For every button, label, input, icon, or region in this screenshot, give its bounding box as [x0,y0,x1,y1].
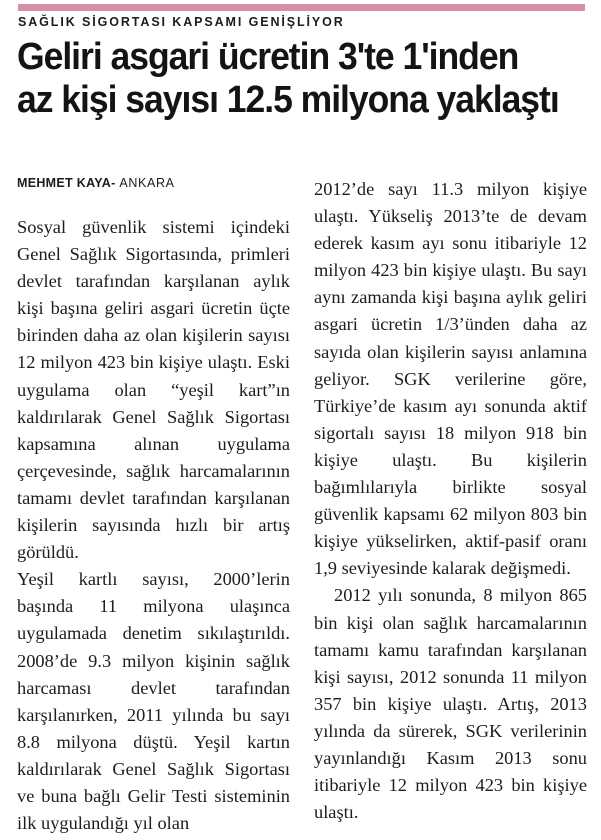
paragraph: Yeşil kartlı sayısı, 2000’lerin başında 11 milyona ulaşınca uygulamada denetim sıkılaştırıldı. 2008’de 9.3 milyon kişinin sağlık harcaması devlet tarafından karşılanırken, 2011 yılında bu sayı 8.8 milyona düştü. Yeşil kartın kaldırılarak Genel Sağlık Sigortası ve buna bağlı Gelir Testi sisteminin ilk uygulandığı yıl olan [17,569,290,834]
paragraph: 2012’de sayı 11.3 milyon kişiye ulaştı. Yükseliş 2013’te de devam ederek kasım ayı sonu itibariyle 12 milyon 423 bin kişiye ulaştı. Bu sayı aynı zamanda kişi başına aylık geliri asgari ücretin 1/3’ünden daha az sayıda olan kişilerin sayısı anlamına geliyor. SGK verilerine göre, Türkiye’de kasım ayı sonunda aktif sigortalı sayısı 18 milyon 918 bin kişiye ulaştı. Bu kişilerin bağımlılarıyla birlikte sosyal güvenlik kapsamı 62 milyon 803 bin kişiye yükselirken, aktif-pasif oranı 1,9 seviyesinde kalarak değişmedi. [314,179,587,579]
byline [17,176,290,190]
article-body-columns [17,176,587,840]
column-left [17,176,290,840]
column-right [314,176,587,840]
byline-city: ANKARA [119,176,175,190]
article-headline [17,36,559,122]
byline-author: MEHMET KAYA [17,176,112,190]
paragraph: 2012 yılı sonunda, 8 milyon 865 bin kişi olan sağlık harcamalarının tamamı kamu tarafından karşılanan kişi sayısı, 2012 sonunda 11 milyon 357 bin kişiye ulaştı. Artış, 2013 yılında da sürerek, SGK verilerinin yayınlandığı Kasım 2013 sonu itibariyle 12 milyon 423 bin kişiye ulaştı. [314,585,587,823]
paragraph: Sosyal güvenlik sistemi içindeki Genel Sağlık Sigortasında, primleri devlet tarafından karşılanan aylık kişi başına geliri asgari ücretin üçte birinden daha az olan kişilerin sayısı 12 milyon 423 bin kişiye ulaştı. Eski uygulama olan “yeşil kart”ın kaldırılarak Genel Sağlık Sigortası kapsamına alınan uygulama çerçevesinde, sağlık harcamalarının tamamı devlet tarafından karşılanan kişilerin sayısında hızlı bir artış görüldü. [17,217,290,563]
top-rule-divider [18,4,585,11]
article-kicker: SAĞLIK SİGORTASI KAPSAMI GENİŞLİYOR [18,15,345,29]
headline-line-2: az kişi sayısı 12.5 milyona yaklaştı [17,79,559,121]
byline-separator: - [111,176,116,190]
headline-line-1: Geliri asgari ücretin 3'te 1'inden [17,36,519,78]
